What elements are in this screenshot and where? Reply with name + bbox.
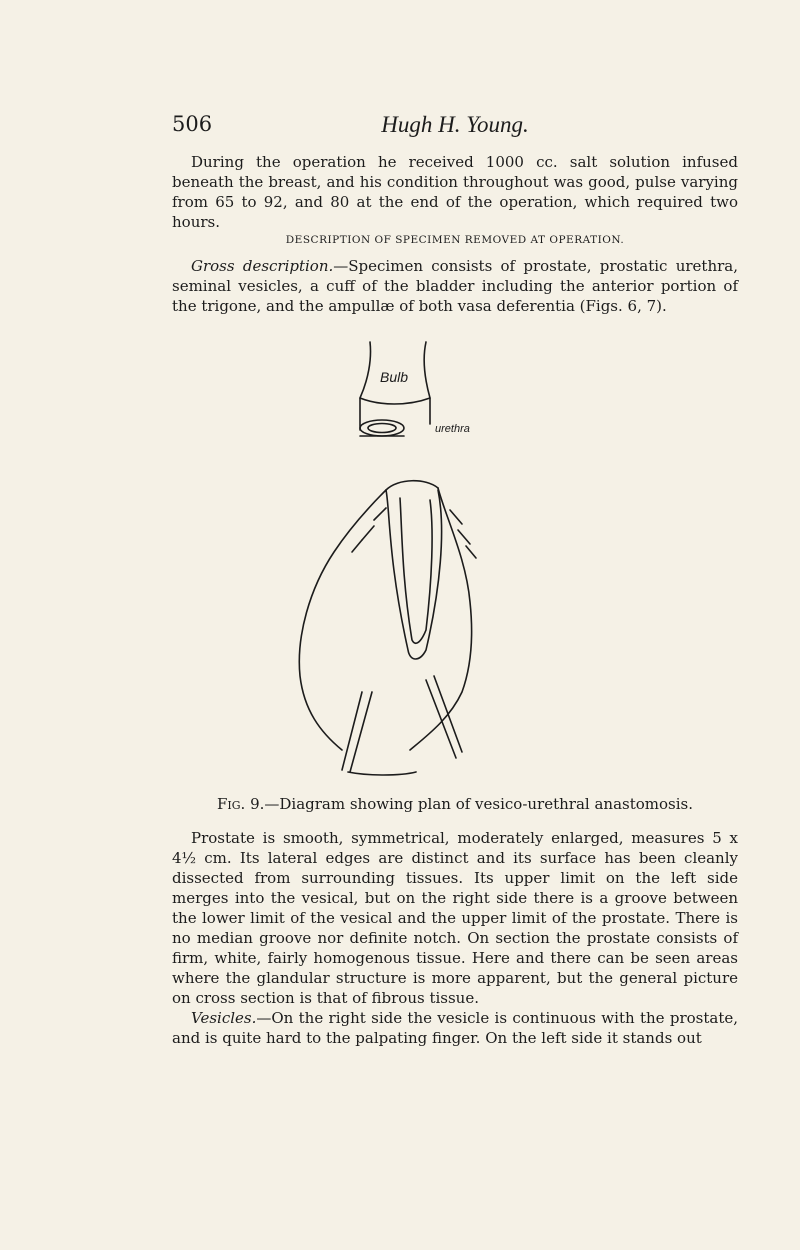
bladder-base <box>348 772 416 775</box>
gross-description-label: Gross description. <box>191 257 334 275</box>
intro-paragraph-block <box>172 152 738 232</box>
lower-suture-right-b <box>434 676 462 752</box>
urethra-lumen-inner <box>368 424 396 433</box>
figure-caption-text: —Diagram showing plan of vesico-urethral anastomosis. <box>264 795 693 813</box>
lower-suture-right-a <box>426 680 456 758</box>
intro-paragraph: During the operation he received 1000 cc. salt solution infused beneath the breast, and his condition throughout was good, pulse varying from 65 to 92, and 80 at the end of the operation, which required two hours. <box>172 153 738 231</box>
bladder-outline <box>299 488 471 750</box>
urethra-lumen <box>360 420 404 436</box>
running-head: Hugh H. Young. <box>381 112 529 137</box>
inner-tube-outer <box>386 490 442 659</box>
suture-right-3 <box>466 546 476 558</box>
vesicles-text: —On the right side the vesicle is continuous with the prostate, and is quite hard to the palpating finger. On the left side it stands out <box>172 1009 738 1047</box>
inner-tube-inner <box>400 498 432 643</box>
figure-caption <box>172 795 738 813</box>
section-heading: DESCRIPTION OF SPECIMEN REMOVED AT OPERATION. <box>285 234 625 246</box>
vesicles-paragraph <box>172 1008 738 1048</box>
gross-description-block <box>172 256 738 316</box>
suture-left-2 <box>362 526 374 540</box>
suture-right-2 <box>458 530 470 544</box>
figure-label-bulb: Bulb <box>380 369 409 385</box>
bladder-neck <box>386 481 438 490</box>
lower-suture-left-b <box>350 692 372 772</box>
suture-right-1 <box>450 510 462 524</box>
anastomosis-diagram-svg <box>290 340 630 790</box>
figure-caption-label: Fig. 9. <box>217 795 265 813</box>
prostate-paragraph: Prostate is smooth, symmetrical, moderately enlarged, measures 5 x 4½ cm. Its lateral edges are distinct and its surface has been cleanly dissected from surrounding tissues. Its upper limit on the left side merges into the vesical, but on the right side there is a groove between the lower limit of the vesical and the upper limit of the prostate. There is no median groove nor definite notch. On section the prostate consists of firm, white, fairly homogenous tissue. Here and there can be seen areas where the glandular structure is more apparent, but the general picture on cross section is that of fibrous tissue. <box>172 829 738 1007</box>
vesicles-label: Vesicles. <box>191 1009 257 1027</box>
page-header <box>172 112 738 142</box>
gross-description-text: —Specimen consists of prostate, prostatic urethra, seminal vesicles, a cuff of the bladder including the anterior portion of the trigone, and the ampullæ of both vasa deferentia (Figs. 6, 7). <box>172 257 738 315</box>
page-number: 506 <box>172 112 213 136</box>
suture-left-3 <box>352 540 362 552</box>
lower-suture-left-a <box>342 692 362 770</box>
prostate-paragraph-block <box>172 828 738 1048</box>
figure-9-diagram <box>290 340 630 790</box>
suture-left-1 <box>374 508 386 520</box>
gross-description-paragraph <box>172 256 738 316</box>
figure-label-urethra: urethra <box>435 423 470 435</box>
